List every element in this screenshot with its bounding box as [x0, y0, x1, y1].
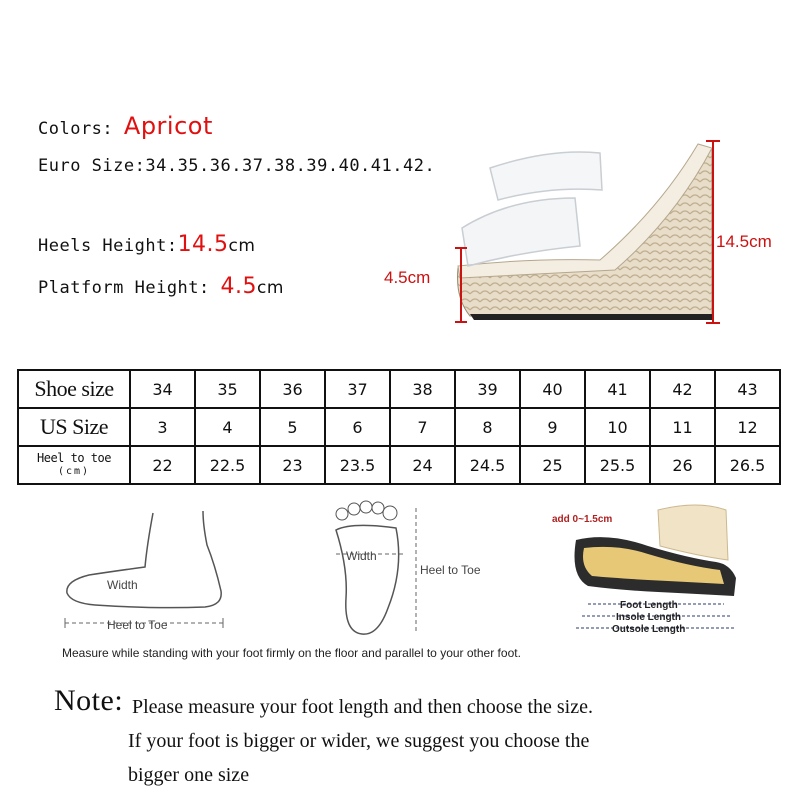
platform-height-value: 4.5: [220, 274, 258, 299]
note-block: [54, 684, 593, 786]
table-cell: 36: [260, 370, 325, 408]
size-chart-table: [17, 369, 781, 485]
foot-sole-width-label: Width: [346, 549, 377, 563]
table-cell: 39: [455, 370, 520, 408]
table-cell: 26.5: [715, 446, 780, 484]
euro-size-value: 34.35.36.37.38.39.40.41.42.: [145, 156, 436, 176]
table-cell: 22.5: [195, 446, 260, 484]
insole-length-label: Insole Length: [616, 612, 681, 623]
foot-length-label: Foot Length: [620, 600, 678, 611]
table-cell: 8: [455, 408, 520, 446]
table-cell: 37: [325, 370, 390, 408]
table-cell: 11: [650, 408, 715, 446]
foot-side-diagram: [55, 505, 235, 640]
heels-height-unit: cm: [228, 236, 256, 256]
table-cell: 3: [130, 408, 195, 446]
note-title: Note:: [54, 684, 124, 717]
shoe-product-image: [450, 128, 720, 328]
row-header-heel-to-toe-unit: (cm): [57, 466, 91, 477]
platform-dimension-label: 4.5cm: [384, 268, 431, 287]
heel-dimension-label: 14.5cm: [716, 232, 772, 251]
table-cell: 24: [390, 446, 455, 484]
row-header-us-size: US Size: [18, 408, 130, 446]
table-cell: 4: [195, 408, 260, 446]
table-cell: 26: [650, 446, 715, 484]
row-header-shoe-size: Shoe size: [18, 370, 130, 408]
table-row-heel-to-toe: [18, 446, 780, 484]
table-cell: 34: [130, 370, 195, 408]
table-cell: 22: [130, 446, 195, 484]
table-cell: 9: [520, 408, 585, 446]
table-cell: 42: [650, 370, 715, 408]
platform-height-label: Platform Height:: [38, 278, 210, 298]
heels-height-label: Heels Height:: [38, 236, 178, 256]
euro-size-label: Euro Size:: [38, 156, 146, 176]
table-cell: 7: [390, 408, 455, 446]
table-cell: 43: [715, 370, 780, 408]
table-cell: 10: [585, 408, 650, 446]
table-row-us-size: [18, 408, 780, 446]
table-cell: 41: [585, 370, 650, 408]
colors-row: [38, 112, 213, 140]
foot-sole-length-label: Heel to Toe: [420, 563, 481, 577]
platform-height-row: [38, 274, 284, 299]
heels-height-row: [38, 232, 255, 257]
table-cell: 24.5: [455, 446, 520, 484]
table-cell: 40: [520, 370, 585, 408]
table-cell: 23: [260, 446, 325, 484]
colors-label: Colors:: [38, 119, 114, 139]
note-line-1: Please measure your foot length and then choose the size.: [132, 696, 593, 718]
table-cell: 5: [260, 408, 325, 446]
table-cell: 12: [715, 408, 780, 446]
platform-height-unit: cm: [257, 278, 284, 298]
platform-dimension-marker: [440, 240, 470, 330]
table-cell: 38: [390, 370, 455, 408]
table-row-shoe-size: [18, 370, 780, 408]
measure-instruction: Measure while standing with your foot firmly on the floor and parallel to your other foot.: [62, 646, 521, 660]
shoe-cross-section-diagram: [548, 500, 748, 645]
table-cell: 6: [325, 408, 390, 446]
note-line-3: bigger one size: [128, 764, 250, 786]
table-cell: 25.5: [585, 446, 650, 484]
colors-value: Apricot: [123, 112, 213, 140]
table-cell: 35: [195, 370, 260, 408]
add-allowance-label: add 0~1.5cm: [552, 514, 613, 525]
heels-height-value: 14.5: [177, 232, 229, 257]
row-header-heel-to-toe: [18, 446, 130, 484]
euro-size-row: [38, 156, 435, 176]
table-cell: 25: [520, 446, 585, 484]
foot-side-length-label: Heel to Toe: [107, 618, 168, 632]
outsole-length-label: Outsole Length: [612, 624, 686, 635]
row-header-heel-to-toe-label: Heel to toe: [37, 451, 111, 465]
foot-side-width-label: Width: [107, 578, 138, 592]
note-line-2: If your foot is bigger or wider, we suggest you choose the: [128, 730, 590, 752]
table-cell: 23.5: [325, 446, 390, 484]
foot-sole-diagram: [322, 498, 512, 640]
